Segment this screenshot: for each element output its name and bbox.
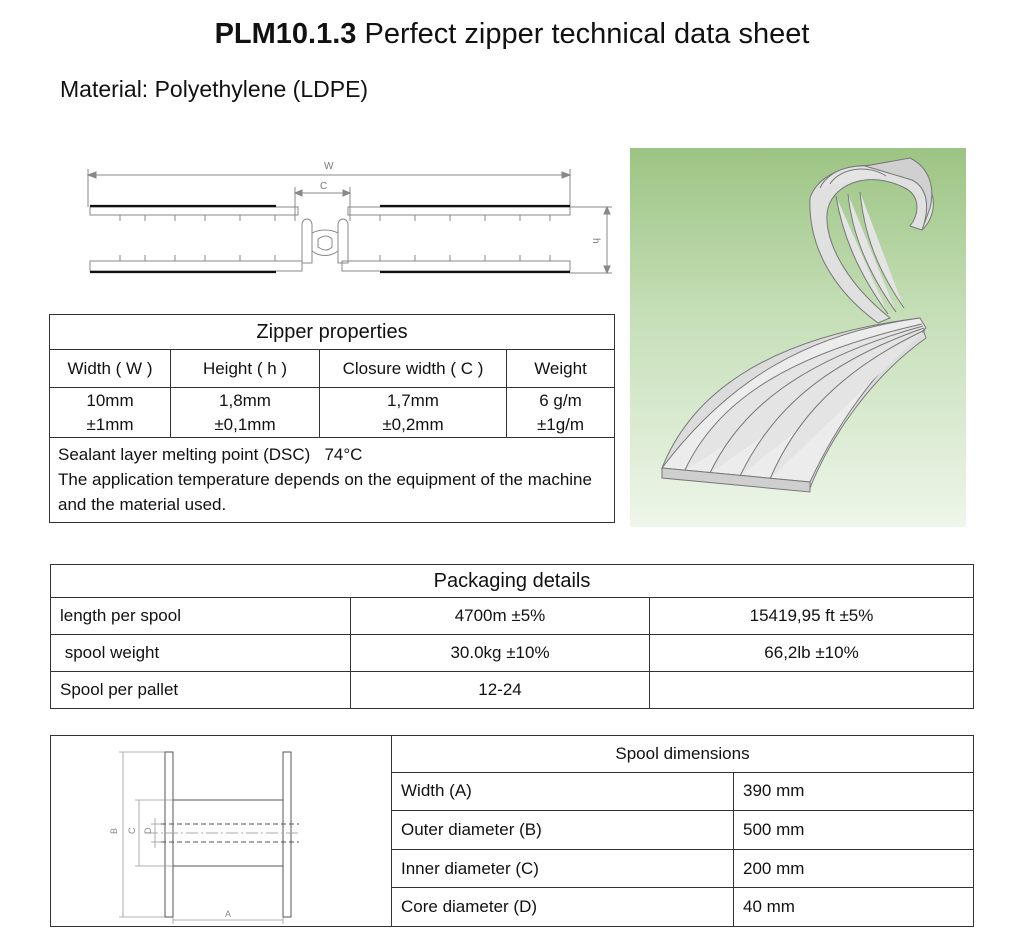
spool-label: Inner diameter (C) <box>392 849 734 888</box>
col-height: Height ( h ) <box>171 350 320 388</box>
label-spool-b: B <box>109 827 119 834</box>
spool-drawing <box>51 736 391 926</box>
spool-label: Core diameter (D) <box>392 888 734 927</box>
title-text: Perfect zipper technical data sheet <box>356 18 810 50</box>
table-row <box>51 672 974 709</box>
packaging-table <box>50 564 974 709</box>
table-row <box>51 598 974 635</box>
spool-value: 500 mm <box>734 811 974 850</box>
product-code: PLM10.1.3 <box>214 18 357 50</box>
properties-note <box>50 438 615 523</box>
value-height: 1,8mm ±0,1mm <box>171 388 320 438</box>
packaging-title: Packaging details <box>51 565 974 598</box>
col-closure: Closure width ( C ) <box>320 350 507 388</box>
pack-metric: 4700m ±5% <box>351 598 650 635</box>
pack-label: Spool per pallet <box>51 672 351 709</box>
value-width: 10mm ±1mm <box>50 388 171 438</box>
spool-label: Width (A) <box>392 772 734 811</box>
label-spool-a: A <box>225 909 232 919</box>
zipper-3d-render <box>630 148 966 527</box>
pack-metric: 12-24 <box>351 672 650 709</box>
zipper-properties-table <box>49 314 615 523</box>
col-width: Width ( W ) <box>50 350 171 388</box>
value-weight: 6 g/m ±1g/m <box>507 388 615 438</box>
zipper-3d-image <box>630 148 966 527</box>
label-w: W <box>324 161 334 172</box>
spool-value: 390 mm <box>734 772 974 811</box>
table-row <box>51 635 974 672</box>
pack-imperial: 66,2lb ±10% <box>650 635 974 672</box>
spool-table <box>50 735 974 927</box>
label-h: h <box>590 238 601 244</box>
label-c: C <box>320 181 328 192</box>
label-spool-d: D <box>143 827 153 834</box>
pack-imperial: 15419,95 ft ±5% <box>650 598 974 635</box>
pack-label: length per spool <box>51 598 351 635</box>
properties-title: Zipper properties <box>50 315 615 350</box>
application-note: The application temperature depends on the equipment of the machine and the material used. <box>58 470 592 514</box>
value-closure: 1,7mm ±0,2mm <box>320 388 507 438</box>
material-label: Material: Polyethylene (LDPE) <box>60 76 369 102</box>
label-spool-c: C <box>127 827 137 834</box>
zipper-profile-drawing <box>80 155 620 285</box>
melting-point: Sealant layer melting point (DSC) 74°C <box>58 445 363 464</box>
spool-value: 200 mm <box>734 849 974 888</box>
col-weight: Weight <box>507 350 615 388</box>
spool-value: 40 mm <box>734 888 974 927</box>
spool-label: Outer diameter (B) <box>392 811 734 850</box>
pack-imperial <box>650 672 974 709</box>
spool-drawing-cell <box>51 736 392 927</box>
pack-metric: 30.0kg ±10% <box>351 635 650 672</box>
pack-label: spool weight <box>51 635 351 672</box>
spool-title: Spool dimensions <box>392 736 974 773</box>
page-title <box>0 18 1024 51</box>
